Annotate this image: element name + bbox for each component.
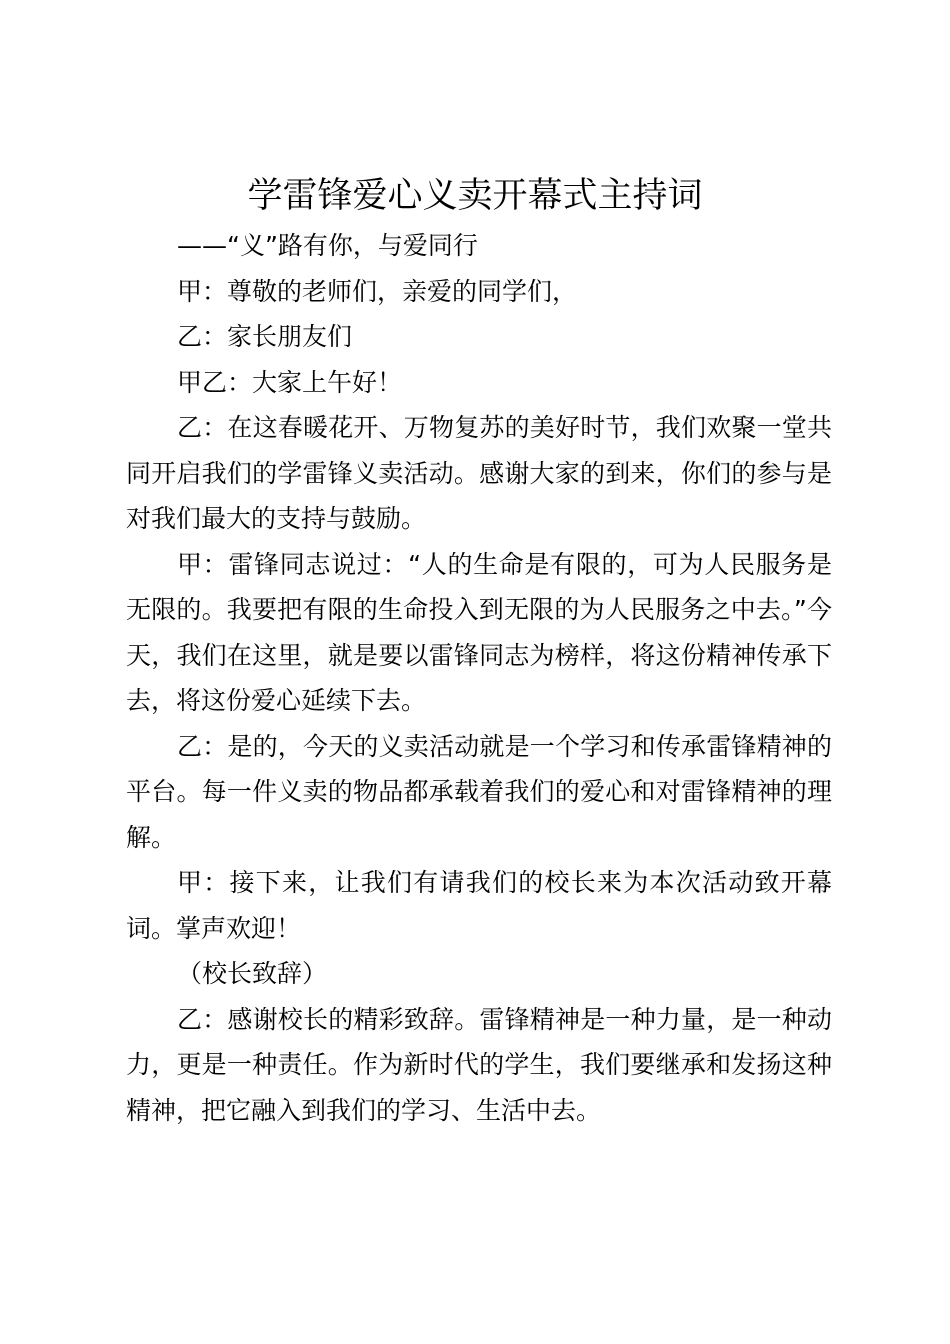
paragraph: 乙：是的，今天的义卖活动就是一个学习和传承雷锋精神的平台。每一件义卖的物品都承载着我们的爱心和对雷锋精神的理解。: [126, 731, 832, 852]
paragraph: 乙：在这春暖花开、万物复苏的美好时节，我们欢聚一堂共同开启我们的学雷锋义卖活动。感谢大家的到来，你们的参与是对我们最大的支持与鼓励。: [126, 413, 832, 533]
paragraph-greeting-yi: 乙：家长朋友们: [177, 322, 353, 351]
paragraph: 甲：雷锋同志说过：“人的生命是有限的，可为人民服务是无限的。我要把有限的生命投入到无限的为人民服务之中去。”今天，我们在这里，就是要以雷锋同志为榜样，将这份精神传承下去，将这份爱心延续下去。: [126, 549, 832, 715]
document-body: [126, 223, 832, 1133]
paragraph-greeting-jia: 甲：尊敬的老师们，亲爱的同学们，: [177, 276, 578, 306]
paragraph-greeting-both: 甲乙：大家上午好！: [177, 367, 403, 397]
stage-direction: （校长致辞）: [177, 959, 328, 988]
paragraph: 乙：感谢校长的精彩致辞。雷锋精神是一种力量，是一种动力，更是一种责任。作为新时代的学生，我们要继承和发扬这种精神，把它融入到我们的学习、生活中去。: [126, 1004, 832, 1125]
subtitle: ——“义”路有你，与爱同行: [177, 231, 478, 260]
paragraph: 甲：接下来，让我们有请我们的校长来为本次活动致开幕词。掌声欢迎！: [126, 868, 832, 943]
document-title: 学雷锋爱心义卖开幕式主持词: [247, 176, 703, 216]
